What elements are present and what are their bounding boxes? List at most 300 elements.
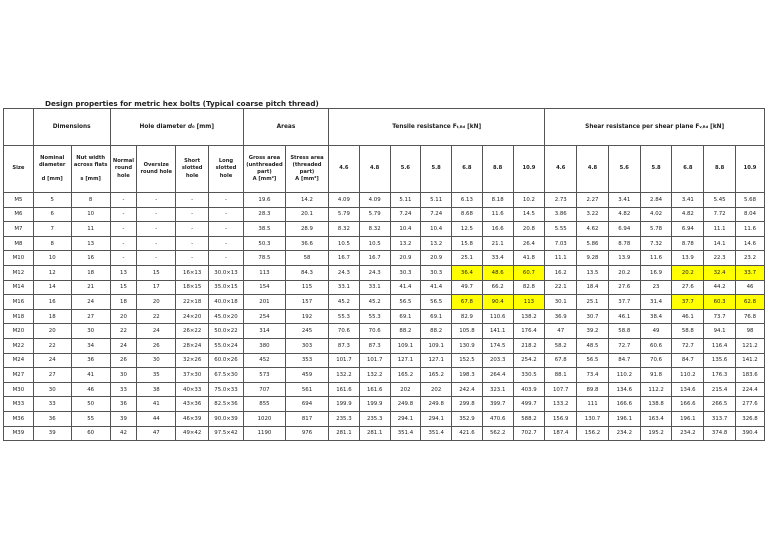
- table-row: [4, 411, 765, 426]
- table-cell: 42: [110, 426, 137, 441]
- table-cell: 5.55: [545, 222, 577, 237]
- table-cell: 174.5: [482, 338, 513, 353]
- table-cell: 132.2: [359, 368, 390, 383]
- table-cell: 88.1: [545, 368, 577, 383]
- table-cell: 199.9: [359, 397, 390, 412]
- table-cell: 403.9: [513, 382, 545, 397]
- table-cell: 380: [243, 338, 285, 353]
- table-cell: 183.6: [736, 368, 765, 383]
- table-cell: 15: [110, 280, 137, 295]
- table-cell: 16.2: [545, 265, 577, 280]
- table-row: [4, 309, 765, 324]
- table-cell: 46.1: [608, 309, 640, 324]
- table-cell: 18.4: [577, 280, 609, 295]
- table-cell: 60.6: [640, 338, 672, 353]
- table-cell: 60.0×26: [209, 353, 244, 368]
- table-cell: 235.3: [359, 411, 390, 426]
- table-cell: 70.6: [640, 353, 672, 368]
- table-cell: 20: [137, 295, 176, 310]
- bolt-size-cell: M18: [4, 309, 34, 324]
- table-cell: 50: [71, 397, 110, 412]
- table-cell: -: [110, 222, 137, 237]
- table-cell: 49: [640, 324, 672, 339]
- table-body: [4, 193, 765, 441]
- table-cell: 215.4: [704, 382, 736, 397]
- table-cell: 133.2: [545, 397, 577, 412]
- header-tensile-grade: 8.8: [482, 146, 513, 193]
- header-tensile-grade: 6.8: [452, 146, 483, 193]
- table-cell: 36.6: [285, 236, 328, 251]
- table-cell: 30.1: [545, 295, 577, 310]
- table-cell: 30.3: [390, 265, 421, 280]
- table-cell: 196.1: [672, 411, 704, 426]
- table-cell: 156.2: [577, 426, 609, 441]
- header-tensile-resistance: Tensile resistance Ft,Rd [kN]: [329, 109, 545, 146]
- table-cell: 3.22: [577, 207, 609, 222]
- header-short-slotted: Short slotted hole: [176, 146, 209, 193]
- table-cell: 165.2: [390, 368, 421, 383]
- table-cell: 234.2: [672, 426, 704, 441]
- table-cell: 8: [71, 193, 110, 208]
- header-tensile-grade: 4.8: [359, 146, 390, 193]
- table-cell: 254.2: [513, 353, 545, 368]
- table-cell: 130.7: [577, 411, 609, 426]
- table-cell: 1190: [243, 426, 285, 441]
- table-cell: -: [176, 236, 209, 251]
- bolt-size-cell: M16: [4, 295, 34, 310]
- table-cell: 24: [137, 324, 176, 339]
- table-cell: 2.84: [640, 193, 672, 208]
- table-cell: 23.2: [736, 251, 765, 266]
- table-cell: 110.6: [482, 309, 513, 324]
- table-cell: 134.6: [608, 382, 640, 397]
- table-cell: -: [110, 207, 137, 222]
- table-cell: 41.4: [421, 280, 452, 295]
- table-cell: 33: [33, 397, 71, 412]
- table-cell: 351.4: [421, 426, 452, 441]
- table-cell: 138.2: [513, 309, 545, 324]
- table-cell: 16.7: [329, 251, 360, 266]
- table-cell: 8: [33, 236, 71, 251]
- table-cell: 82.9: [452, 309, 483, 324]
- table-cell: 16.6: [482, 222, 513, 237]
- table-cell: 7: [33, 222, 71, 237]
- table-cell: 33.1: [329, 280, 360, 295]
- table-cell: -: [176, 251, 209, 266]
- table-cell: 110.2: [672, 368, 704, 383]
- table-cell: 32.4: [704, 265, 736, 280]
- table-cell: 109.1: [421, 338, 452, 353]
- table-cell: 9.28: [577, 251, 609, 266]
- table-cell: 4.09: [329, 193, 360, 208]
- table-cell: 22: [137, 309, 176, 324]
- table-cell: 21.1: [482, 236, 513, 251]
- table-cell: 6: [33, 207, 71, 222]
- table-cell: 88.2: [421, 324, 452, 339]
- table-cell: 26: [137, 338, 176, 353]
- table-cell: 69.1: [421, 309, 452, 324]
- header-dimensions: Dimensions: [33, 109, 110, 146]
- table-cell: 264.4: [482, 368, 513, 383]
- header-blank: [4, 109, 34, 146]
- table-cell: 470.6: [482, 411, 513, 426]
- table-cell: 452: [243, 353, 285, 368]
- header-size: Size: [4, 146, 34, 193]
- bolt-size-cell: M12: [4, 265, 34, 280]
- table-cell: 45.2: [359, 295, 390, 310]
- table-cell: 707: [243, 382, 285, 397]
- table-cell: 24: [110, 338, 137, 353]
- table-cell: 2.27: [577, 193, 609, 208]
- table-cell: 562.2: [482, 426, 513, 441]
- table-cell: 4.82: [608, 207, 640, 222]
- table-cell: 60.3: [704, 295, 736, 310]
- table-cell: 45.2: [329, 295, 360, 310]
- table-cell: -: [110, 193, 137, 208]
- bolt-size-cell: M20: [4, 324, 34, 339]
- table-cell: 67.5×30: [209, 368, 244, 383]
- table-cell: 87.3: [359, 338, 390, 353]
- table-cell: -: [209, 207, 244, 222]
- table-cell: 166.6: [672, 397, 704, 412]
- table-cell: -: [137, 193, 176, 208]
- table-cell: 7.72: [704, 207, 736, 222]
- bolt-size-cell: M22: [4, 338, 34, 353]
- table-cell: -: [110, 236, 137, 251]
- table-cell: 242.4: [452, 382, 483, 397]
- table-cell: 91.8: [640, 368, 672, 383]
- table-cell: 5: [33, 193, 71, 208]
- bolt-size-cell: M6: [4, 207, 34, 222]
- table-cell: 34: [71, 338, 110, 353]
- header-hole-diameter: Hole diameter d0 [mm]: [110, 109, 243, 146]
- table-cell: 22: [110, 324, 137, 339]
- table-cell: 115: [285, 280, 328, 295]
- table-cell: 49×42: [176, 426, 209, 441]
- table-cell: 11: [71, 222, 110, 237]
- table-cell: 1020: [243, 411, 285, 426]
- table-cell: 176.4: [513, 324, 545, 339]
- table-cell: 43×36: [176, 397, 209, 412]
- table-cell: 702.7: [513, 426, 545, 441]
- table-cell: 105.8: [452, 324, 483, 339]
- table-cell: 11.6: [736, 222, 765, 237]
- table-cell: 573: [243, 368, 285, 383]
- table-cell: 10.5: [329, 236, 360, 251]
- header-nut-width: Nut width across flats s [mm]: [71, 146, 110, 193]
- table-row: [4, 368, 765, 383]
- table-cell: 16: [33, 295, 71, 310]
- table-cell: 56.5: [577, 353, 609, 368]
- table-cell: 421.6: [452, 426, 483, 441]
- table-row: [4, 280, 765, 295]
- table-cell: 192: [285, 309, 328, 324]
- table-cell: 5.79: [329, 207, 360, 222]
- table-cell: 30: [33, 382, 71, 397]
- table-cell: -: [209, 222, 244, 237]
- header-oversize-hole: Oversize round hole: [137, 146, 176, 193]
- header-long-slotted: Long slotted hole: [209, 146, 244, 193]
- table-cell: 90.4: [482, 295, 513, 310]
- table-cell: 326.8: [736, 411, 765, 426]
- table-cell: 13.2: [421, 236, 452, 251]
- table-cell: 73.4: [577, 368, 609, 383]
- table-cell: 8.32: [329, 222, 360, 237]
- table-cell: 39.2: [577, 324, 609, 339]
- table-cell: 30: [71, 324, 110, 339]
- bolt-size-cell: M7: [4, 222, 34, 237]
- bolt-size-cell: M24: [4, 353, 34, 368]
- header-shear-grade: 10.9: [736, 146, 765, 193]
- table-cell: 39: [33, 426, 71, 441]
- table-cell: 30: [137, 353, 176, 368]
- table-cell: 88.2: [390, 324, 421, 339]
- table-cell: 11.1: [545, 251, 577, 266]
- table-cell: 8.68: [452, 207, 483, 222]
- table-cell: 26.4: [513, 236, 545, 251]
- table-cell: 163.4: [640, 411, 672, 426]
- table-cell: 127.1: [421, 353, 452, 368]
- table-cell: 161.6: [329, 382, 360, 397]
- table-cell: 254: [243, 309, 285, 324]
- table-cell: 314: [243, 324, 285, 339]
- table-cell: 90.0×39: [209, 411, 244, 426]
- table-cell: 32×26: [176, 353, 209, 368]
- table-cell: 14.6: [736, 236, 765, 251]
- table-cell: 224.4: [736, 382, 765, 397]
- table-cell: 111: [577, 397, 609, 412]
- table-cell: 7.03: [545, 236, 577, 251]
- table-cell: 817: [285, 411, 328, 426]
- table-cell: 16.7: [359, 251, 390, 266]
- table-row: [4, 382, 765, 397]
- table-cell: 18: [110, 295, 137, 310]
- table-cell: 67.8: [545, 353, 577, 368]
- table-cell: 18×15: [176, 280, 209, 295]
- header-shear-grade: 8.8: [704, 146, 736, 193]
- table-cell: 23: [640, 280, 672, 295]
- table-cell: 4.82: [672, 207, 704, 222]
- table-cell: 30.7: [577, 309, 609, 324]
- table-cell: 25.1: [577, 295, 609, 310]
- table-cell: 353: [285, 353, 328, 368]
- table-cell: 130.9: [452, 338, 483, 353]
- table-cell: 110.2: [608, 368, 640, 383]
- table-cell: 44: [137, 411, 176, 426]
- table-cell: 11.6: [482, 207, 513, 222]
- table-cell: 5.45: [704, 193, 736, 208]
- table-cell: 235.3: [329, 411, 360, 426]
- table-cell: 46: [736, 280, 765, 295]
- table-row: [4, 324, 765, 339]
- table-cell: 78.5: [243, 251, 285, 266]
- table-cell: 10: [33, 251, 71, 266]
- table-cell: 84.7: [672, 353, 704, 368]
- header-shear-resistance: Shear resistance per shear plane Fv,Rd [kN]: [545, 109, 765, 146]
- table-cell: -: [137, 236, 176, 251]
- table-cell: 22.1: [545, 280, 577, 295]
- header-areas: Areas: [243, 109, 328, 146]
- table-cell: 84.7: [608, 353, 640, 368]
- table-cell: 36: [71, 353, 110, 368]
- header-gross-area: Gross area (unthreaded part) A [mm²]: [243, 146, 285, 193]
- table-cell: 46: [71, 382, 110, 397]
- header-tensile-grade: 4.6: [329, 146, 360, 193]
- table-cell: 18: [33, 309, 71, 324]
- table-cell: 75.0×33: [209, 382, 244, 397]
- table-cell: 157: [285, 295, 328, 310]
- table-cell: 33.7: [736, 265, 765, 280]
- table-cell: 44.2: [704, 280, 736, 295]
- table-cell: -: [209, 251, 244, 266]
- header-tensile-grade: 10.9: [513, 146, 545, 193]
- table-cell: 87.3: [329, 338, 360, 353]
- table-cell: 24: [71, 295, 110, 310]
- table-cell: 199.9: [329, 397, 360, 412]
- table-cell: 13.9: [608, 251, 640, 266]
- table-cell: 13.5: [577, 265, 609, 280]
- table-cell: 277.6: [736, 397, 765, 412]
- table-cell: 135.6: [704, 353, 736, 368]
- table-cell: -: [176, 207, 209, 222]
- table-cell: 37.7: [608, 295, 640, 310]
- table-cell: 27: [33, 368, 71, 383]
- table-cell: 28.3: [243, 207, 285, 222]
- table-cell: 19.6: [243, 193, 285, 208]
- header-shear-grade: 5.6: [608, 146, 640, 193]
- table-cell: 60: [71, 426, 110, 441]
- table-cell: 198.3: [452, 368, 483, 383]
- table-cell: 374.8: [704, 426, 736, 441]
- table-cell: 5.68: [736, 193, 765, 208]
- table-cell: 27: [71, 309, 110, 324]
- table-cell: 7.24: [421, 207, 452, 222]
- table-cell: 5.78: [640, 222, 672, 237]
- table-cell: 30.0×13: [209, 265, 244, 280]
- table-cell: 20.9: [390, 251, 421, 266]
- table-cell: 30: [110, 368, 137, 383]
- table-cell: 27.6: [608, 280, 640, 295]
- table-cell: 22: [33, 338, 71, 353]
- table-cell: 25.1: [452, 251, 483, 266]
- table-cell: 5.86: [577, 236, 609, 251]
- table-cell: 27.6: [672, 280, 704, 295]
- table-cell: 245: [285, 324, 328, 339]
- table-row: [4, 397, 765, 412]
- table-cell: 20.8: [513, 222, 545, 237]
- table-cell: 45.0×20: [209, 309, 244, 324]
- table-cell: 66.2: [482, 280, 513, 295]
- table-cell: 50.3: [243, 236, 285, 251]
- table-cell: 84.3: [285, 265, 328, 280]
- table-cell: 14.5: [513, 207, 545, 222]
- table-cell: 10.2: [513, 193, 545, 208]
- table-cell: -: [137, 207, 176, 222]
- table-cell: 36.9: [545, 309, 577, 324]
- table-cell: 8.04: [736, 207, 765, 222]
- table-cell: 195.2: [640, 426, 672, 441]
- table-cell: 10.4: [390, 222, 421, 237]
- header-shear-grade: 4.6: [545, 146, 577, 193]
- table-cell: 4.09: [359, 193, 390, 208]
- table-cell: 218.2: [513, 338, 545, 353]
- table-cell: 165.2: [421, 368, 452, 383]
- table-cell: 39: [110, 411, 137, 426]
- table-row: [4, 251, 765, 266]
- table-cell: 166.6: [608, 397, 640, 412]
- table-cell: 20.2: [672, 265, 704, 280]
- table-cell: 352.9: [452, 411, 483, 426]
- table-cell: 14: [33, 280, 71, 295]
- table-cell: 134.6: [672, 382, 704, 397]
- table-cell: 41.8: [513, 251, 545, 266]
- table-cell: 5.79: [359, 207, 390, 222]
- table-cell: 72.7: [608, 338, 640, 353]
- table-cell: 101.7: [329, 353, 360, 368]
- table-cell: 13.2: [390, 236, 421, 251]
- table-cell: 58.8: [672, 324, 704, 339]
- table-cell: 127.1: [390, 353, 421, 368]
- table-cell: -: [137, 251, 176, 266]
- table-cell: 58: [285, 251, 328, 266]
- table-cell: 22×18: [176, 295, 209, 310]
- table-cell: 24: [33, 353, 71, 368]
- table-cell: 20: [33, 324, 71, 339]
- table-cell: 294.1: [390, 411, 421, 426]
- table-cell: 323.1: [482, 382, 513, 397]
- table-cell: 234.2: [608, 426, 640, 441]
- table-cell: 8.78: [608, 236, 640, 251]
- table-cell: 38.4: [640, 309, 672, 324]
- table-cell: 196.1: [608, 411, 640, 426]
- table-row: [4, 338, 765, 353]
- table-cell: 38: [137, 382, 176, 397]
- table-cell: 38.5: [243, 222, 285, 237]
- table-row: [4, 353, 765, 368]
- table-row: [4, 222, 765, 237]
- header-nominal-diameter: Nominal diameter d [mm]: [33, 146, 71, 193]
- table-cell: -: [137, 222, 176, 237]
- table-cell: 12: [33, 265, 71, 280]
- table-cell: 41.4: [390, 280, 421, 295]
- table-cell: 13.9: [672, 251, 704, 266]
- table-cell: 266.5: [704, 397, 736, 412]
- table-cell: 156.9: [545, 411, 577, 426]
- table-cell: 4.62: [577, 222, 609, 237]
- table-cell: 41: [71, 368, 110, 383]
- table-cell: 132.2: [329, 368, 360, 383]
- table-cell: 12.5: [452, 222, 483, 237]
- table-cell: 249.8: [390, 397, 421, 412]
- table-row: [4, 236, 765, 251]
- bolt-properties-table: [3, 108, 765, 441]
- table-row: [4, 207, 765, 222]
- table-cell: 36.4: [452, 265, 483, 280]
- table-cell: 22.3: [704, 251, 736, 266]
- table-cell: 203.3: [482, 353, 513, 368]
- table-cell: 41: [137, 397, 176, 412]
- table-cell: 70.6: [359, 324, 390, 339]
- table-cell: 89.8: [577, 382, 609, 397]
- table-cell: 313.7: [704, 411, 736, 426]
- table-cell: 7.32: [640, 236, 672, 251]
- table-cell: 5.11: [421, 193, 452, 208]
- table-cell: 161.6: [359, 382, 390, 397]
- table-cell: 56.5: [421, 295, 452, 310]
- bolt-size-cell: M36: [4, 411, 34, 426]
- table-cell: 202: [421, 382, 452, 397]
- table-cell: 281.1: [329, 426, 360, 441]
